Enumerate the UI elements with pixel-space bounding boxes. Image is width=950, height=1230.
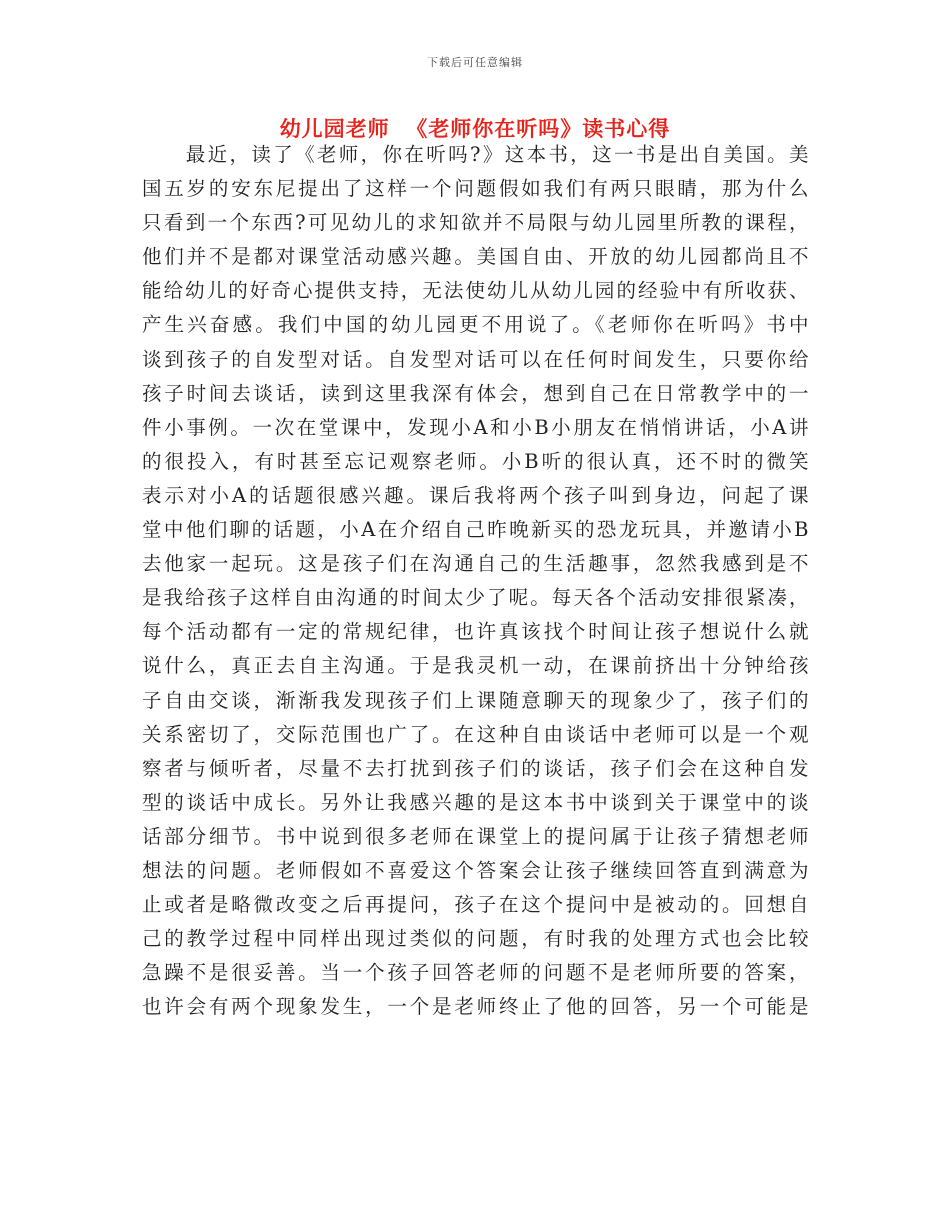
- document-title: 幼儿园老师 《老师你在听吗》读书心得: [279, 116, 671, 141]
- body-line: 他们并不是都对课堂活动感兴趣。美国自由、开放的幼儿园都尚且不: [142, 245, 810, 269]
- body-line: 去他家一起玩。这是孩子们在沟通自己的生活趣事，忽然我感到是不: [142, 552, 810, 576]
- body-line: 最近，读了《老师，你在听吗?》这本书，这一书是出自美国。美: [142, 143, 810, 166]
- body-line: 察者与倾听者，尽量不去打扰到孩子们的谈话，孩子们会在这种自发: [142, 756, 810, 780]
- body-line: 子自由交谈，渐渐我发现孩子们上课随意聊天的现象少了，孩子们的: [142, 688, 810, 712]
- body-line: 每个活动都有一定的常规纪律，也许真该找个时间让孩子想说什么就: [142, 620, 810, 644]
- body-line: 只看到一个东西?可见幼儿的求知欲并不局限与幼儿园里所教的课程，: [142, 211, 810, 235]
- body-line: 表示对小A的话题很感兴趣。课后我将两个孩子叫到身边，问起了课: [142, 483, 810, 507]
- body-line: 止或者是略微改变之后再提问，孩子在这个提问中是被动的。回想自: [142, 893, 810, 917]
- body-line: 己的教学过程中同样出现过类似的问题，有时我的处理方式也会比较: [142, 927, 810, 951]
- body-line: 急躁不是很妥善。当一个孩子回答老师的问题不是老师所要的答案，: [142, 961, 810, 985]
- body-line: 关系密切了，交际范围也广了。在这种自由谈话中老师可以是一个观: [142, 722, 810, 746]
- body-line: 也许会有两个现象发生，一个是老师终止了他的回答，另一个可能是: [142, 995, 810, 1019]
- header-note: 下载后可任意编辑: [427, 56, 523, 69]
- body-line: 件小事例。一次在堂课中，发现小A和小B小朋友在悄悄讲话，小A讲: [142, 415, 810, 439]
- body-line: 想法的问题。老师假如不喜爱这个答案会让孩子继续回答直到满意为: [142, 858, 810, 882]
- body-line: 谈到孩子的自发型对话。自发型对话可以在任何时间发生，只要你给: [142, 347, 810, 371]
- body-line: 说什么，真正去自主沟通。于是我灵机一动，在课前挤出十分钟给孩: [142, 654, 810, 678]
- body-line: 是我给孩子这样自由沟通的时间太少了呢。每天各个活动安排很紧凑，: [142, 586, 810, 610]
- body-line: 型的谈话中成长。另外让我感兴趣的是这本书中谈到关于课堂中的谈: [142, 790, 810, 814]
- body-line: 孩子时间去谈话，读到这里我深有体会，想到自己在日常教学中的一: [142, 381, 810, 405]
- body-line: 能给幼儿的好奇心提供支持，无法使幼儿从幼儿园的经验中有所收获、: [142, 279, 810, 303]
- body-line: 堂中他们聊的话题，小A在介绍自己昨晚新买的恐龙玩具，并邀请小B: [142, 518, 810, 542]
- body-line: 国五岁的安东尼提出了这样一个问题假如我们有两只眼睛，那为什么: [142, 177, 810, 201]
- body-line: 的很投入，有时甚至忘记观察老师。小B听的很认真，还不时的微笑: [142, 449, 810, 473]
- body-line: 产生兴奋感。我们中国的幼儿园更不用说了。《老师你在听吗》书中: [142, 313, 810, 337]
- document-body: [142, 138, 810, 1024]
- body-line: 话部分细节。书中说到很多老师在课堂上的提问属于让孩子猜想老师: [142, 824, 810, 848]
